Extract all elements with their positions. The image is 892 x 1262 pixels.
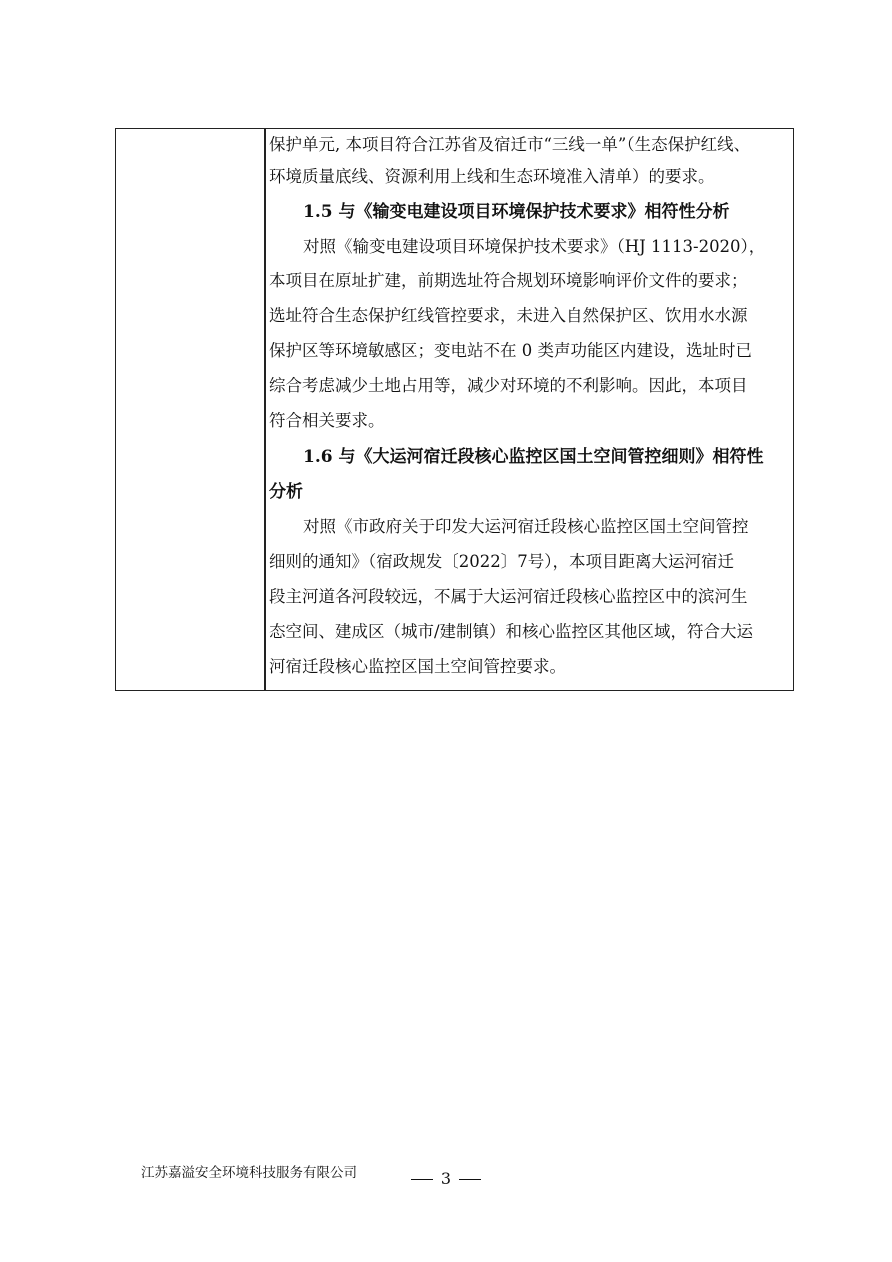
content-table bbox=[115, 128, 794, 691]
section-heading-1-6: 1.6 与《大运河宿迁段核心监控区国土空间管控细则》相符性 bbox=[303, 447, 764, 467]
section-heading-1-5: 1.5 与《输变电建设项目环境保护技术要求》相符性分析 bbox=[303, 202, 730, 222]
paragraph-line: 河宿迁段核心监控区国土空间管控要求。 bbox=[269, 657, 566, 676]
paragraph-line: 态空间、建成区（城市/建制镇）和核心监控区其他区域，符合大运 bbox=[269, 622, 754, 641]
paragraph-line: 对照《市政府关于印发大运河宿迁段核心监控区国土空间管控 bbox=[303, 517, 749, 536]
paragraph-line: 符合相关要求。 bbox=[269, 411, 385, 430]
paragraph-line: 保护单元, 本项目符合江苏省及宿迁市“三线一单”（生态保护红线、 bbox=[269, 135, 751, 154]
paragraph-line: 本项目在原址扩建，前期选址符合规划环境影响评价文件的要求； bbox=[269, 271, 748, 290]
paragraph-line: 保护区等环境敏感区；变电站不在 0 类声功能区内建设，选址时已 bbox=[269, 341, 752, 360]
section-heading-1-6-cont: 分析 bbox=[269, 482, 303, 502]
paragraph-line: 对照《输变电建设项目环境保护技术要求》（HJ 1113-2020）， bbox=[303, 237, 766, 256]
table-left-cell bbox=[116, 129, 266, 690]
page-number: 3 bbox=[440, 1169, 452, 1188]
paragraph-line: 细则的通知》（宿政规发〔2022〕7号），本项目距离大运河宿迁 bbox=[269, 552, 734, 571]
table-right-cell bbox=[267, 129, 793, 690]
footer-company-name: 江苏嘉溢安全环境科技服务有限公司 bbox=[141, 1165, 357, 1181]
paragraph-line: 段主河道各河段较远，不属于大运河宿迁段核心监控区中的滨河生 bbox=[269, 587, 748, 606]
footer-page-number bbox=[400, 1168, 492, 1190]
paragraph-line: 选址符合生态保护红线管控要求，未进入自然保护区、饮用水水源 bbox=[269, 306, 748, 325]
paragraph-line: 综合考虑减少土地占用等，减少对环境的不利影响。因此，本项目 bbox=[269, 376, 748, 395]
page-dash-right bbox=[459, 1179, 481, 1180]
page-dash-left bbox=[411, 1179, 433, 1180]
paragraph-line: 环境质量底线、资源利用上线和生态环境准入清单）的要求。 bbox=[269, 167, 715, 186]
